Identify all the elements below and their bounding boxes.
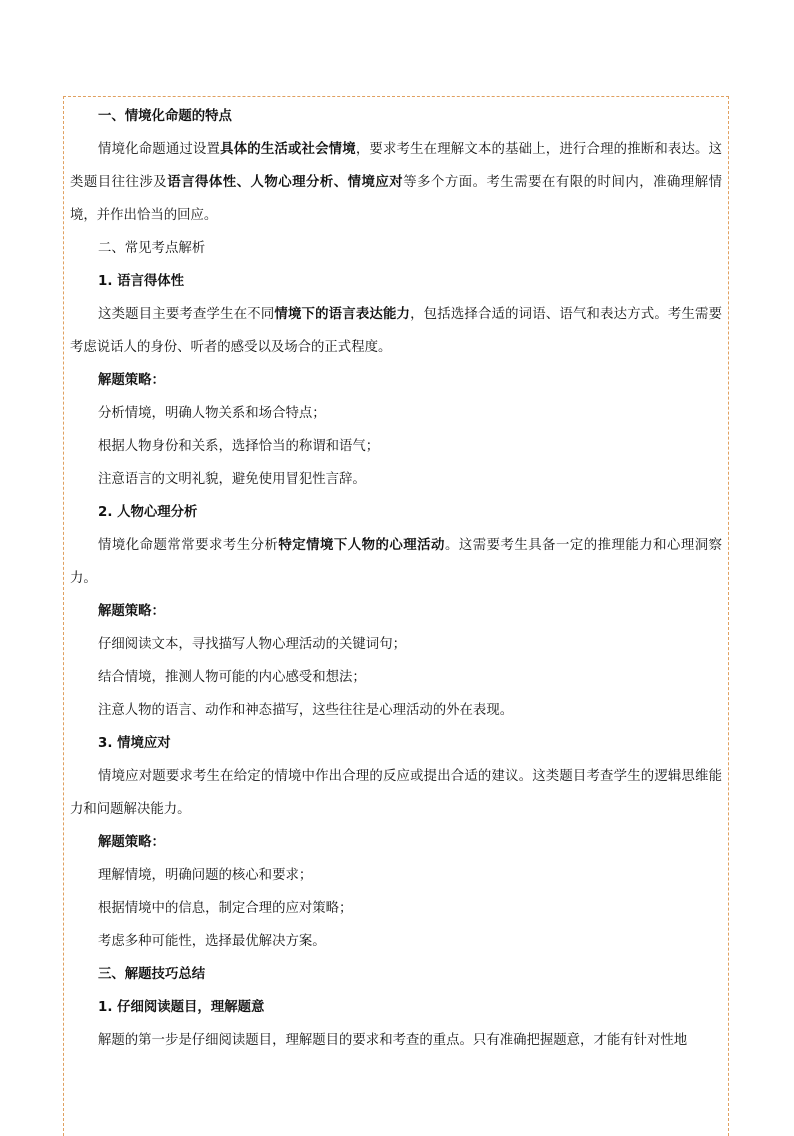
strategy-label: 解题策略： <box>98 604 165 619</box>
list-item: 仔细阅读文本，寻找描写人物心理活动的关键词句； <box>98 637 406 652</box>
section-heading: 二、常见考点解析 <box>98 241 206 256</box>
subsection-title: 1. 语言得体性 <box>98 274 185 289</box>
subsection-title: 2. 人物心理分析 <box>98 505 198 520</box>
paragraph: 这类题目主要考查学生在不同情境下的语言表达能力，包括选择合适的词语、语气和表达方式。考生需要考虑说话人的身份、听者的感受以及场合的正式程度。 <box>70 307 723 355</box>
list-item: 注意人物的语言、动作和神态描写，这些往往是心理活动的外在表现。 <box>98 703 514 718</box>
list-item: 注意语言的文明礼貌，避免使用冒犯性言辞。 <box>98 472 366 487</box>
section-heading: 一、情境化命题的特点 <box>98 109 232 124</box>
document-body <box>70 100 722 1057</box>
list-item: 结合情境，推测人物可能的内心感受和想法； <box>98 670 366 685</box>
list-item: 考虑多种可能性，选择最优解决方案。 <box>98 934 326 949</box>
subsection-title: 1. 仔细阅读题目，理解题意 <box>98 1000 265 1015</box>
paragraph: 解题的第一步是仔细阅读题目，理解题目的要求和考查的重点。只有准确把握题意，才能有针对性地 <box>98 1033 688 1048</box>
list-item: 根据情境中的信息，制定合理的应对策略； <box>98 901 353 916</box>
paragraph: 情境化命题通过设置具体的生活或社会情境，要求考生在理解文本的基础上，进行合理的推断和表达。这类题目往往涉及语言得体性、人物心理分析、情境应对等多个方面。考生需要在有限的时间内，准确理解情境，并作出恰当的回应。 <box>70 142 723 223</box>
list-item: 根据人物身份和关系，选择恰当的称谓和语气； <box>98 439 380 454</box>
strategy-label: 解题策略： <box>98 835 165 850</box>
subsection-title: 3. 情境应对 <box>98 736 171 751</box>
list-item: 分析情境，明确人物关系和场合特点； <box>98 406 326 421</box>
list-item: 理解情境，明确问题的核心和要求； <box>98 868 313 883</box>
paragraph: 情境化命题常常要求考生分析特定情境下人物的心理活动。这需要考生具备一定的推理能力和心理洞察力。 <box>70 538 722 586</box>
paragraph: 情境应对题要求考生在给定的情境中作出合理的反应或提出合适的建议。这类题目考查学生的逻辑思维能力和问题解决能力。 <box>70 769 722 817</box>
strategy-label: 解题策略： <box>98 373 165 388</box>
section-heading: 三、解题技巧总结 <box>98 967 206 982</box>
